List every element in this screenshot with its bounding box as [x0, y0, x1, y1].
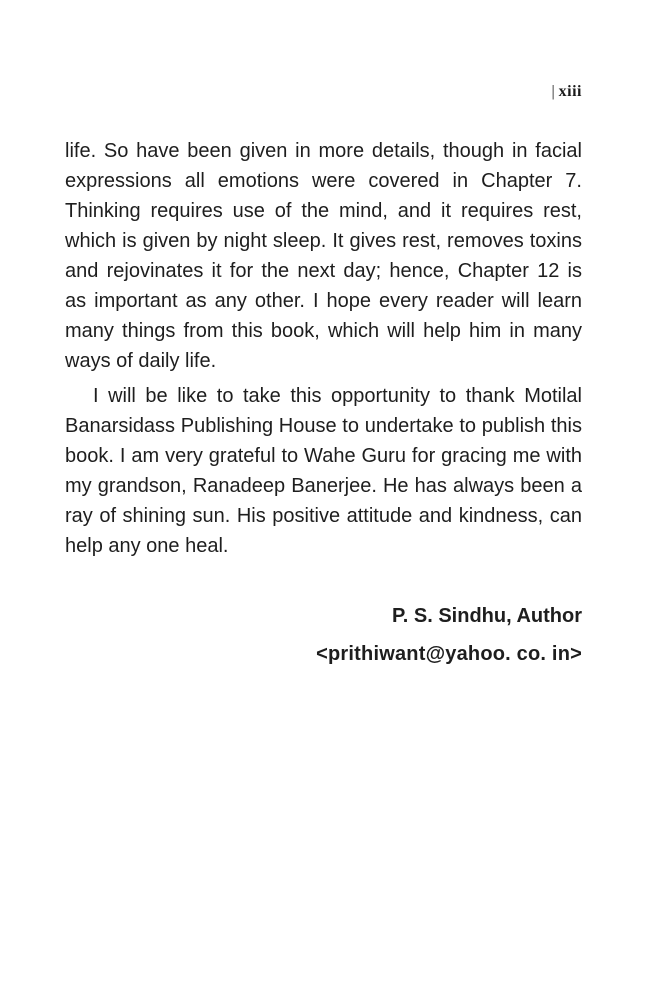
- page-number-separator: |: [551, 83, 555, 100]
- page-number-value: xiii: [558, 83, 582, 100]
- body-text: [65, 136, 582, 561]
- body-line: help any one heal.: [65, 535, 229, 557]
- author-email: <prithiwant@yahoo. co. in>: [316, 643, 582, 665]
- body-line: book. I am very grateful to Wahe Guru for gracing me with: [65, 445, 582, 467]
- body-line: ray of shining sun. His positive attitude and kindness, can: [65, 505, 582, 527]
- paragraph-2: [65, 381, 582, 561]
- body-line: as important as any other. I hope every reader will learn: [65, 290, 582, 312]
- body-line: many things from this book, which will help him in many: [65, 320, 582, 342]
- body-line: I will be like to take this opportunity to thank Motilal: [93, 385, 582, 407]
- body-line: Banarsidass Publishing House to undertake to publish this: [65, 415, 582, 437]
- page-content: [65, 0, 582, 669]
- body-line: and rejovinates it for the next day; hence, Chapter 12 is: [65, 260, 582, 282]
- body-line: Thinking requires use of the mind, and it requires rest,: [65, 200, 582, 222]
- author-name: P. S. Sindhu, Author: [392, 605, 582, 627]
- body-line: expressions all emotions were covered in Chapter 7.: [65, 170, 582, 192]
- signature-block: [65, 601, 582, 669]
- body-line: my grandson, Ranadeep Banerjee. He has always been a: [65, 475, 582, 497]
- page-number: [65, 0, 582, 101]
- body-line: ways of daily life.: [65, 350, 217, 372]
- paragraph-1: [65, 136, 582, 376]
- body-line: life. So have been given in more details, though in facial: [65, 140, 582, 162]
- body-line: which is given by night sleep. It gives rest, removes toxins: [65, 230, 582, 252]
